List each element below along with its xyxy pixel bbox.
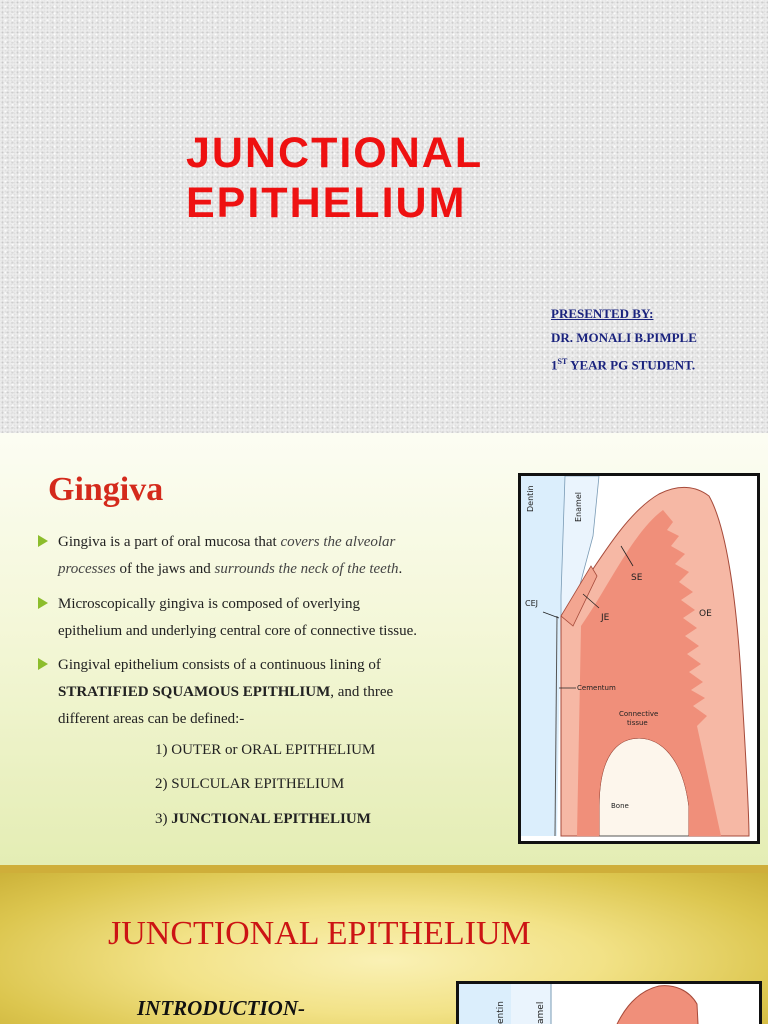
title-line-1: JUNCTIONAL	[186, 129, 484, 177]
area-item-3: 3) JUNCTIONAL EPITHELIUM	[155, 811, 371, 827]
bullet-arrow-icon	[38, 535, 48, 547]
enamel-label: Enamel	[574, 492, 583, 522]
dentin-label: Dentin	[526, 485, 535, 512]
presented-by-label: PRESENTED BY:	[551, 306, 654, 321]
se-label: SE	[631, 573, 643, 583]
top-stripe	[0, 865, 768, 873]
cementum-label: Cementum	[577, 684, 616, 692]
bullet-item-3: Gingival epithelium consists of a continuous lining of STRATIFIED SQUAMOUS EPITHLIUM, and three different areas can be defined:-	[38, 652, 498, 733]
gingiva-title: Gingiva	[48, 471, 164, 508]
tissue-label: tissue	[627, 719, 648, 727]
title-slide	[0, 0, 768, 433]
enamel-label-2: amel	[536, 1001, 546, 1024]
bullet-arrow-icon	[38, 658, 48, 670]
je-diagram-svg	[459, 984, 759, 1024]
je-slide-title: JUNCTIONAL EPITHELIUM	[108, 915, 531, 952]
slide-title	[186, 128, 483, 228]
gingiva-diagram	[518, 473, 760, 844]
bone-label: Bone	[611, 802, 629, 810]
presenter-block	[551, 302, 697, 374]
title-line-2: EPITHELIUM	[186, 179, 467, 227]
bullet-item-2: Microscopically gingiva is composed of overlying epithelium and underlying central core of connective tissue.	[38, 591, 498, 645]
area-item-2: 2) SULCULAR EPITHELIUM	[155, 776, 345, 792]
introduction-heading: INTRODUCTION-	[137, 996, 305, 1020]
bullet-item-1: Gingiva is a part of oral mucosa that covers the alveolar processes of the jaws and surrounds the neck of the teeth.	[38, 529, 498, 583]
gingiva-diagram-svg	[521, 476, 757, 841]
dentin-region	[521, 476, 565, 836]
gingiva-slide	[0, 433, 768, 865]
connective-label: Connective	[619, 710, 659, 718]
presenter-name: DR. MONALI B.PIMPLE	[551, 330, 697, 345]
junctional-epithelium-slide	[0, 865, 768, 1024]
cej-label: CEJ	[525, 599, 538, 608]
dentin-label-2: entin	[496, 1001, 506, 1024]
presenter-year: 1ST YEAR PG STUDENT.	[551, 357, 696, 373]
bullet-arrow-icon	[38, 597, 48, 609]
oe-label: OE	[699, 609, 712, 619]
je-label: JE	[601, 613, 610, 623]
area-item-1: 1) OUTER or ORAL EPITHELIUM	[155, 742, 376, 758]
je-diagram-partial	[456, 981, 762, 1024]
